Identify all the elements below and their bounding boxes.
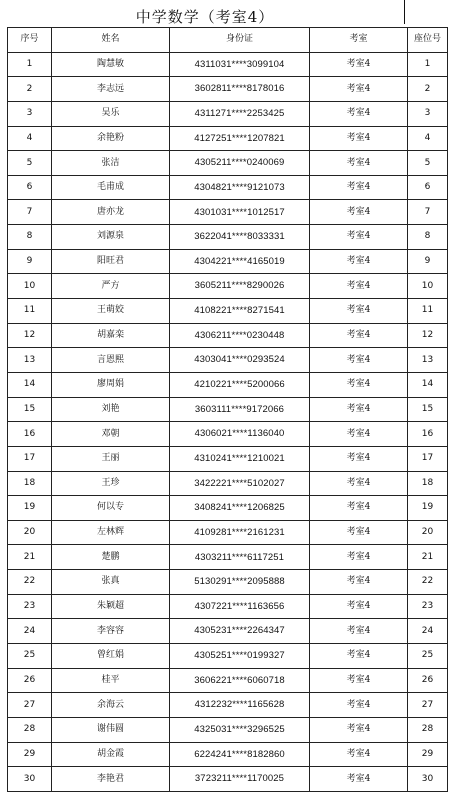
cell-number: 24 [8, 619, 52, 644]
cell-id-number: 4304221****4165019 [170, 249, 310, 274]
cell-seat: 15 [408, 397, 448, 422]
cell-name: 李容容 [52, 619, 170, 644]
cell-name: 王丽 [52, 446, 170, 471]
cell-name: 曾红娟 [52, 644, 170, 669]
cell-seat: 26 [408, 668, 448, 693]
table-row [8, 101, 448, 126]
cell-name: 朱颖超 [52, 594, 170, 619]
column-header-name: 姓名 [52, 28, 170, 53]
cell-name: 王萌姣 [52, 299, 170, 324]
cell-seat: 28 [408, 717, 448, 742]
cell-room: 考室4 [310, 175, 408, 200]
cell-number: 11 [8, 299, 52, 324]
cell-room: 考室4 [310, 151, 408, 176]
table-row [8, 151, 448, 176]
cell-number: 19 [8, 496, 52, 521]
cell-id-number: 3723211****1170025 [170, 767, 310, 792]
cell-id-number: 4311271****2253425 [170, 101, 310, 126]
table-row [8, 225, 448, 250]
table-row [8, 570, 448, 595]
cell-seat: 24 [408, 619, 448, 644]
cell-name: 楚鹏 [52, 545, 170, 570]
cell-seat: 11 [408, 299, 448, 324]
cell-name: 邓朝 [52, 422, 170, 447]
table-row [8, 471, 448, 496]
cell-room: 考室4 [310, 372, 408, 397]
cell-number: 23 [8, 594, 52, 619]
cell-id-number: 3622041****8033331 [170, 225, 310, 250]
cell-room: 考室4 [310, 52, 408, 77]
cell-room: 考室4 [310, 619, 408, 644]
cell-seat: 17 [408, 446, 448, 471]
table-row [8, 619, 448, 644]
cell-name: 严方 [52, 274, 170, 299]
cell-room: 考室4 [310, 77, 408, 102]
table-row [8, 175, 448, 200]
table-row [8, 767, 448, 792]
cell-number: 7 [8, 200, 52, 225]
roster-table-body [8, 52, 448, 791]
table-row [8, 126, 448, 151]
cell-room: 考室4 [310, 693, 408, 718]
cell-name: 唐亦龙 [52, 200, 170, 225]
cell-room: 考室4 [310, 101, 408, 126]
cell-name: 吴乐 [52, 101, 170, 126]
cell-number: 8 [8, 225, 52, 250]
cell-number: 10 [8, 274, 52, 299]
cell-room: 考室4 [310, 594, 408, 619]
cell-number: 29 [8, 742, 52, 767]
cell-number: 9 [8, 249, 52, 274]
column-header-seat: 座位号 [408, 28, 448, 53]
cell-room: 考室4 [310, 742, 408, 767]
cell-seat: 6 [408, 175, 448, 200]
cell-seat: 16 [408, 422, 448, 447]
cell-number: 22 [8, 570, 52, 595]
table-row [8, 717, 448, 742]
cell-name: 廖周娟 [52, 372, 170, 397]
cell-name: 毛甫成 [52, 175, 170, 200]
cell-seat: 23 [408, 594, 448, 619]
cell-name: 张洁 [52, 151, 170, 176]
cell-id-number: 4108221****8271541 [170, 299, 310, 324]
table-header-row [8, 28, 448, 53]
cell-seat: 12 [408, 323, 448, 348]
cell-id-number: 4304821****9121073 [170, 175, 310, 200]
cell-id-number: 3606221****6060718 [170, 668, 310, 693]
table-row [8, 348, 448, 373]
cell-id-number: 6224241****8182860 [170, 742, 310, 767]
column-header-room: 考室 [310, 28, 408, 53]
cell-name: 张真 [52, 570, 170, 595]
table-row [8, 422, 448, 447]
cell-seat: 4 [408, 126, 448, 151]
cell-number: 14 [8, 372, 52, 397]
cell-room: 考室4 [310, 323, 408, 348]
cell-id-number: 4305211****0240069 [170, 151, 310, 176]
cell-number: 16 [8, 422, 52, 447]
table-row [8, 372, 448, 397]
roster-table [7, 27, 448, 792]
cell-id-number: 4305251****0199327 [170, 644, 310, 669]
cell-number: 30 [8, 767, 52, 792]
cell-id-number: 3408241****1206825 [170, 496, 310, 521]
cell-number: 15 [8, 397, 52, 422]
cell-id-number: 4306211****0230448 [170, 323, 310, 348]
cell-number: 20 [8, 520, 52, 545]
cell-room: 考室4 [310, 570, 408, 595]
cell-seat: 27 [408, 693, 448, 718]
cell-room: 考室4 [310, 446, 408, 471]
cell-room: 考室4 [310, 397, 408, 422]
table-row [8, 299, 448, 324]
cell-seat: 30 [408, 767, 448, 792]
cell-seat: 5 [408, 151, 448, 176]
table-row [8, 668, 448, 693]
cell-name: 余海云 [52, 693, 170, 718]
cell-number: 6 [8, 175, 52, 200]
cell-id-number: 4210221****5200066 [170, 372, 310, 397]
table-row [8, 274, 448, 299]
cell-name: 胡金霞 [52, 742, 170, 767]
cell-room: 考室4 [310, 520, 408, 545]
cell-id-number: 3602811****8178016 [170, 77, 310, 102]
cell-number: 28 [8, 717, 52, 742]
cell-name: 王珍 [52, 471, 170, 496]
table-row [8, 249, 448, 274]
column-header-id: 身份证 [170, 28, 310, 53]
cell-room: 考室4 [310, 126, 408, 151]
cell-id-number: 4301031****1012517 [170, 200, 310, 225]
cell-room: 考室4 [310, 299, 408, 324]
cell-name: 李志远 [52, 77, 170, 102]
cell-number: 18 [8, 471, 52, 496]
cell-id-number: 4303041****0293524 [170, 348, 310, 373]
cell-number: 3 [8, 101, 52, 126]
cell-seat: 14 [408, 372, 448, 397]
cell-name: 李艳君 [52, 767, 170, 792]
cell-id-number: 4310241****1210021 [170, 446, 310, 471]
table-row [8, 52, 448, 77]
page-title: 中学数学（考室4） [135, 8, 275, 26]
cell-id-number: 5130291****2095888 [170, 570, 310, 595]
cell-room: 考室4 [310, 668, 408, 693]
table-row [8, 446, 448, 471]
table-row [8, 545, 448, 570]
cell-name: 刘艳 [52, 397, 170, 422]
table-row [8, 397, 448, 422]
cell-id-number: 4307221****1163656 [170, 594, 310, 619]
cell-room: 考室4 [310, 767, 408, 792]
cell-id-number: 4311031****3099104 [170, 52, 310, 77]
cell-name: 言恩熙 [52, 348, 170, 373]
cell-id-number: 3422221****5102027 [170, 471, 310, 496]
cell-number: 25 [8, 644, 52, 669]
cell-room: 考室4 [310, 225, 408, 250]
cell-number: 26 [8, 668, 52, 693]
cell-id-number: 4312232****1165628 [170, 693, 310, 718]
cell-id-number: 4109281****2161231 [170, 520, 310, 545]
cell-seat: 25 [408, 644, 448, 669]
cell-name: 刘源泉 [52, 225, 170, 250]
table-row [8, 200, 448, 225]
cell-id-number: 3603111****9172066 [170, 397, 310, 422]
cell-number: 12 [8, 323, 52, 348]
cell-number: 5 [8, 151, 52, 176]
cell-name: 陶慧敏 [52, 52, 170, 77]
table-row [8, 693, 448, 718]
table-row [8, 594, 448, 619]
cell-room: 考室4 [310, 496, 408, 521]
cell-room: 考室4 [310, 644, 408, 669]
cell-number: 13 [8, 348, 52, 373]
cell-room: 考室4 [310, 545, 408, 570]
cell-number: 27 [8, 693, 52, 718]
cell-room: 考室4 [310, 717, 408, 742]
cell-number: 2 [8, 77, 52, 102]
cell-room: 考室4 [310, 249, 408, 274]
cell-seat: 22 [408, 570, 448, 595]
cell-room: 考室4 [310, 200, 408, 225]
cell-id-number: 4325031****3296525 [170, 717, 310, 742]
table-row [8, 644, 448, 669]
table-row [8, 323, 448, 348]
cell-seat: 1 [408, 52, 448, 77]
cell-seat: 7 [408, 200, 448, 225]
cell-name: 谢伟圆 [52, 717, 170, 742]
cell-name: 左林辉 [52, 520, 170, 545]
cell-id-number: 4303211****6117251 [170, 545, 310, 570]
cell-seat: 2 [408, 77, 448, 102]
cell-seat: 8 [408, 225, 448, 250]
cell-seat: 29 [408, 742, 448, 767]
cell-seat: 13 [408, 348, 448, 373]
cell-id-number: 4306021****1136040 [170, 422, 310, 447]
cell-name: 胡嘉栾 [52, 323, 170, 348]
cell-number: 1 [8, 52, 52, 77]
table-row [8, 496, 448, 521]
cell-room: 考室4 [310, 274, 408, 299]
table-row [8, 520, 448, 545]
cell-number: 17 [8, 446, 52, 471]
cell-id-number: 3605211****8290026 [170, 274, 310, 299]
cell-id-number: 4305231****2264347 [170, 619, 310, 644]
cell-name: 何以专 [52, 496, 170, 521]
table-row [8, 77, 448, 102]
cell-seat: 3 [408, 101, 448, 126]
header-divider [404, 0, 405, 24]
cell-id-number: 4127251****1207821 [170, 126, 310, 151]
cell-seat: 19 [408, 496, 448, 521]
cell-seat: 20 [408, 520, 448, 545]
cell-name: 桂平 [52, 668, 170, 693]
cell-seat: 10 [408, 274, 448, 299]
cell-name: 余艳粉 [52, 126, 170, 151]
cell-seat: 21 [408, 545, 448, 570]
cell-seat: 9 [408, 249, 448, 274]
cell-room: 考室4 [310, 471, 408, 496]
cell-seat: 18 [408, 471, 448, 496]
cell-number: 4 [8, 126, 52, 151]
cell-name: 阳旺君 [52, 249, 170, 274]
cell-number: 21 [8, 545, 52, 570]
cell-room: 考室4 [310, 348, 408, 373]
column-header-number: 序号 [8, 28, 52, 53]
table-row [8, 742, 448, 767]
cell-room: 考室4 [310, 422, 408, 447]
